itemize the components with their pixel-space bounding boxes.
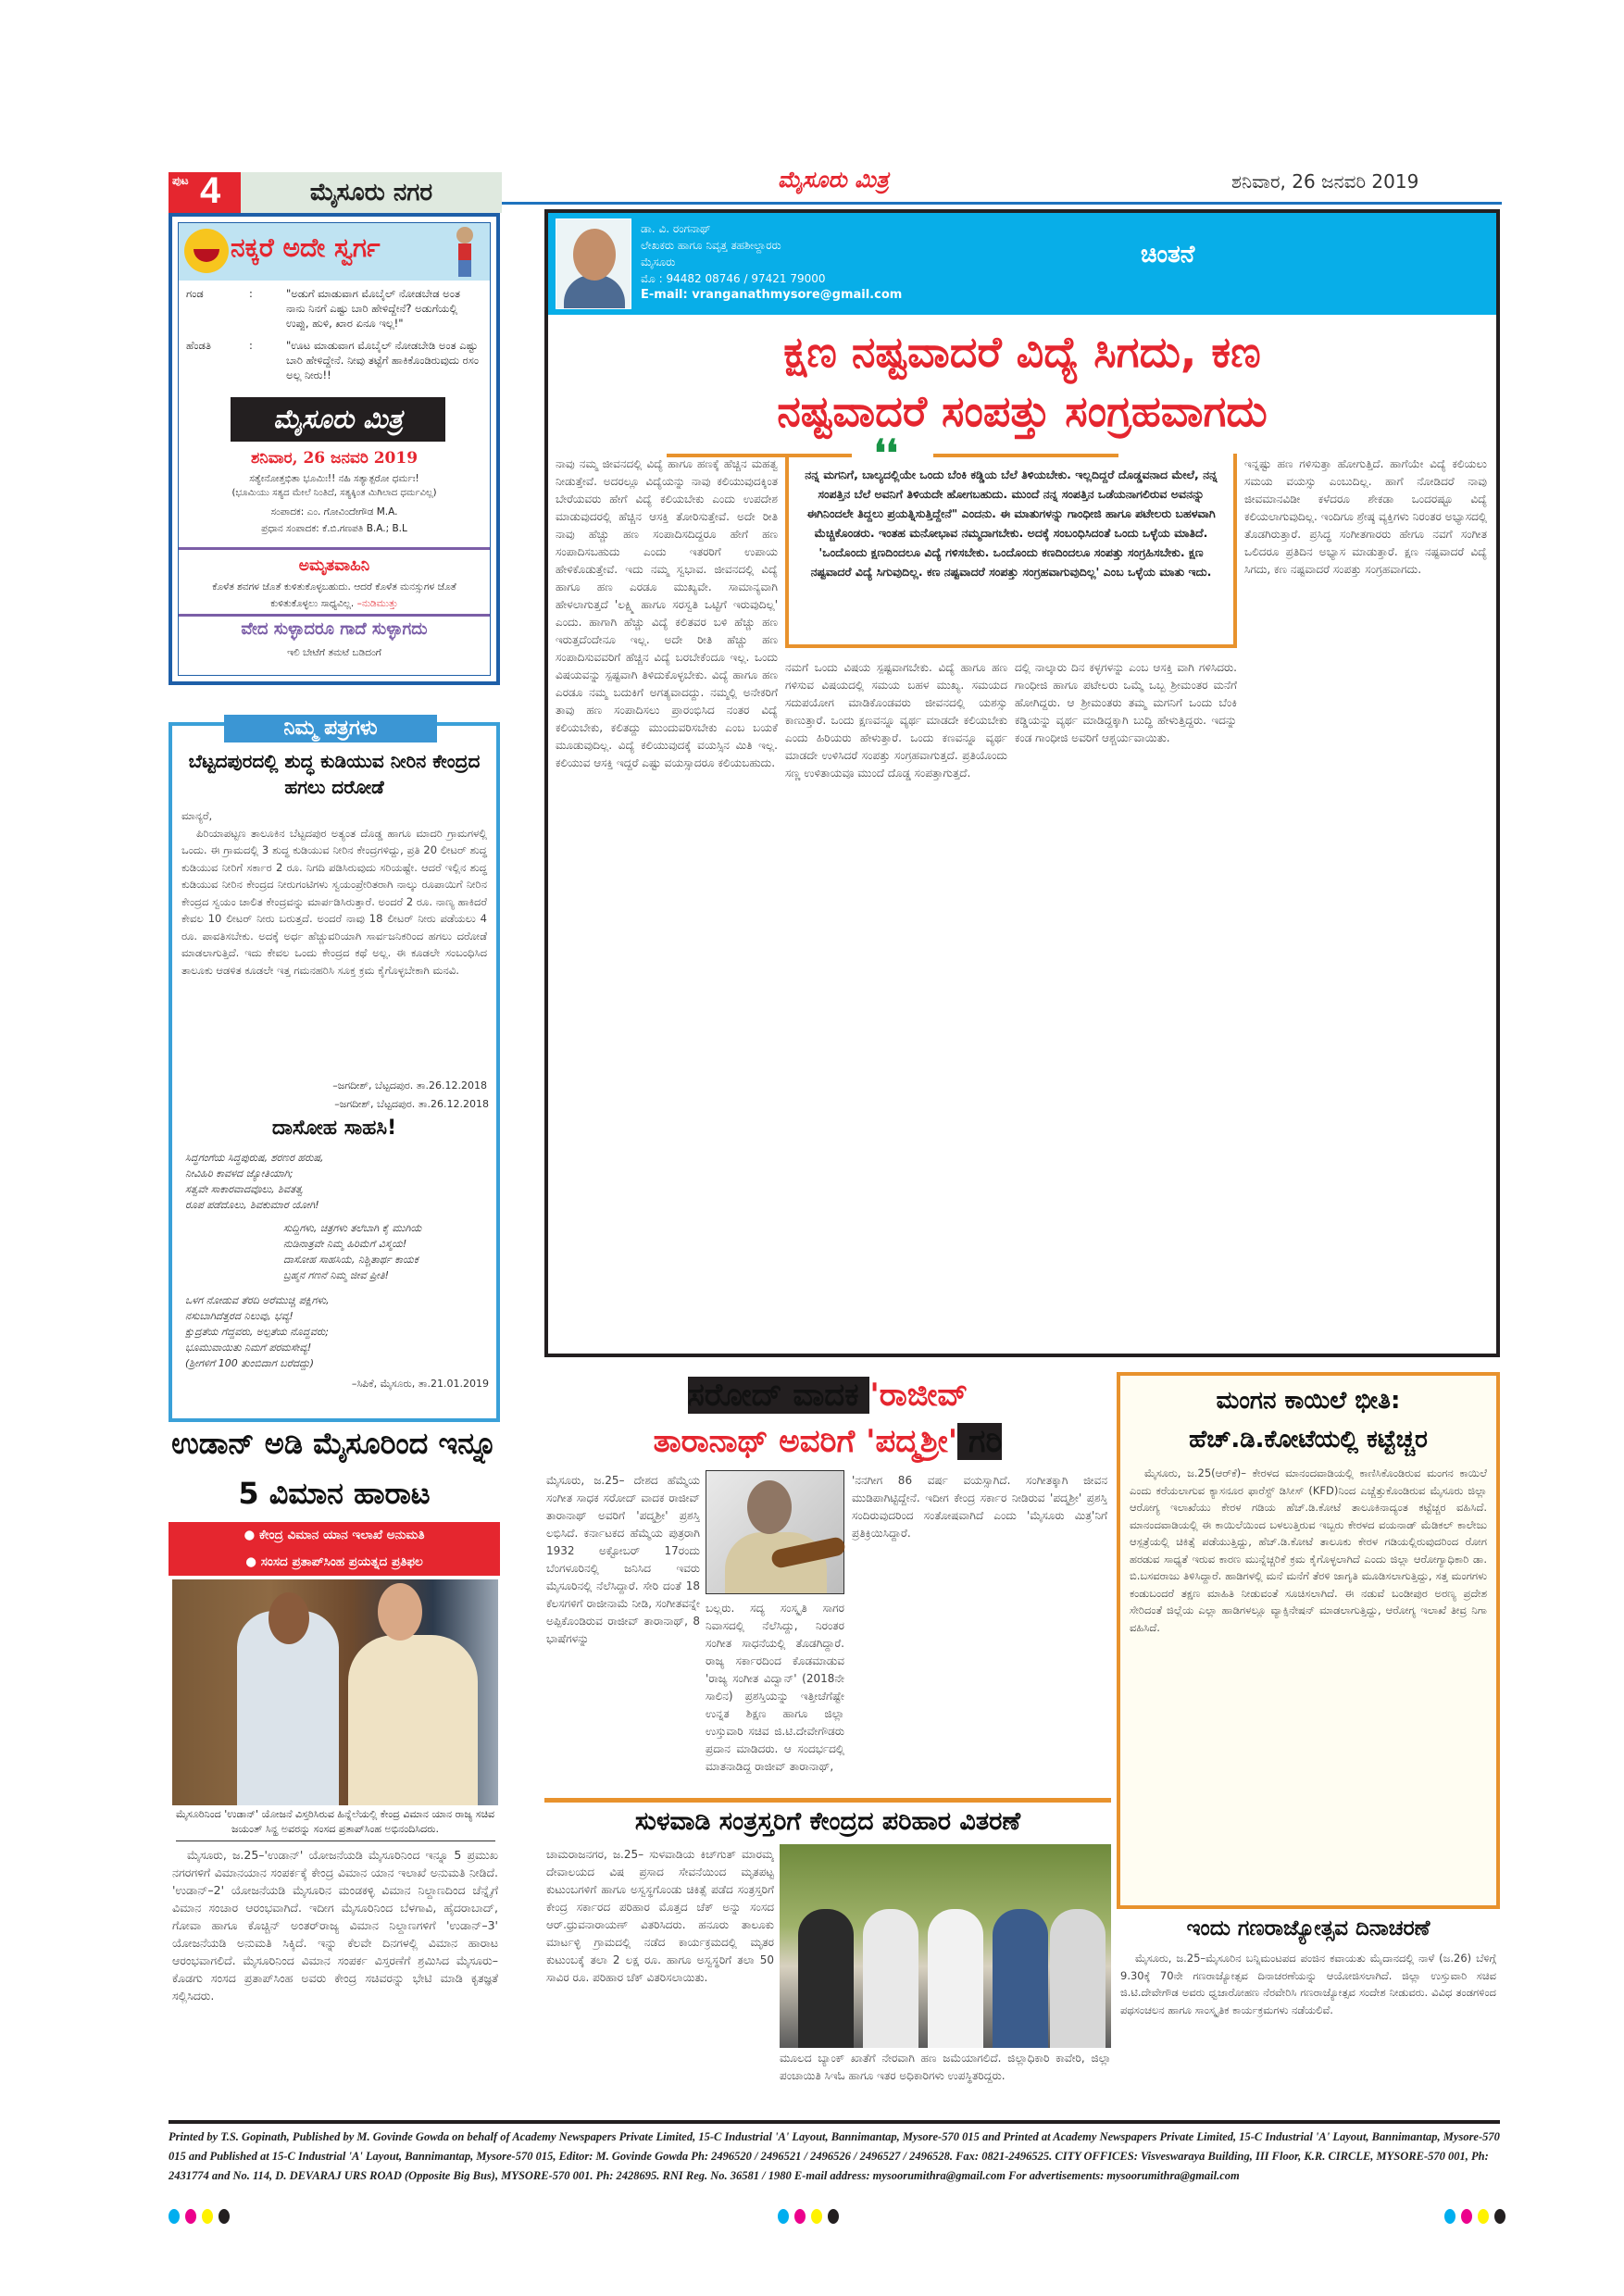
letter2-container (172, 1094, 496, 1463)
opinion-column-1: ನಾವು ನಮ್ಮ ಜೀವನದಲ್ಲಿ ವಿದ್ಯೆ ಹಾಗೂ ಹಣಕ್ಕೆ ಹೆಚ್ಚಿನ ಮಹತ್ವ ನೀಡುತ್ತೇವೆ. ಅದರಲ್ಲೂ ವಿದ್ಯೆಯನ್ನು ನಾವು ಕಲಿಯುವುದಕ್ಕಿಂತ ಬೇರೆಯವರು ಹೇಗೆ ವಿದ್ಯೆ ಕಲಿಯಬೇಕು ಎಂದು ಉಪದೇಶ ಮಾಡುವುದರಲ್ಲಿ ಹೆಚ್ಚಿನ ಆಸಕ್ತಿ ತೋರಿಸುತ್ತೇವೆ. ಅದೇ ರೀತಿ ನಾವು ಹೆಚ್ಚು ಹಣ ಸಂಪಾದಿಸದಿದ್ದರೂ ಹೇಗೆ ಹಣ ಸಂಪಾದಿಸಬಹುದು ಎಂದು ಇತರರಿಗೆ ಉಪಾಯ ಹೇಳಿಕೊಡುತ್ತೇವೆ. ಇದು ನಮ್ಮ ಸ್ವಭಾವ. ಜೀವನದಲ್ಲಿ ವಿದ್ಯೆ ಹಾಗೂ ಹಣ ಎರಡೂ ಮುಖ್ಯವೇ. ಸಾಮಾನ್ಯವಾಗಿ ಹೇಳಲಾಗುತ್ತದೆ 'ಲಕ್ಷ್ಮಿ ಹಾಗೂ ಸರಸ್ವತಿ ಒಟ್ಟಿಗೆ ಇರುವುದಿಲ್ಲ' ಎಂದು. ಹಾಗಾಗಿ ಹೆಚ್ಚು ವಿದ್ಯೆ ಕಲಿತವರ ಬಳಿ ಹೆಚ್ಚು ಹಣ ಇರುತ್ತದೆಂದೇನೂ ಇಲ್ಲ. ಅದೇ ರೀತಿ ಹೆಚ್ಚು ಹಣ ಸಂಪಾದಿಸುವವರಿಗೆ ಹೆಚ್ಚಿನ ವಿದ್ಯೆ ಬರಬೇಕೆಂದೂ ಇಲ್ಲ. ಒಂದು ವಿಷಯವನ್ನು ಸ್ಪಷ್ಟವಾಗಿ ತಿಳಿದುಕೊಳ್ಳಬೇಕು. ವಿದ್ಯೆ ಹಾಗೂ ಹಣ ಎರಡೂ ನಮ್ಮ ಬದುಕಿಗೆ ಅಗತ್ಯವಾದದ್ದು. ನಮ್ಮಲ್ಲಿ ಅನೇಕರಿಗೆ ತಾವು ಹಣ ಸಂಪಾದಿಸಲು ಪ್ರಾರಂಭಿಸಿದ ನಂತರ ವಿದ್ಯೆ ಕಲಿಯಬೇಕು, ಕಲಿತದ್ದು ಮುಂದುವರಿಸಬೇಕು ಎಂಬ ಬಯಕೆ ಮೂಡುವುದಿಲ್ಲ. ವಿದ್ಯೆ ಕಲಿಯುವುದಕ್ಕೆ ವಯಸ್ಸಿನ ಮಿತಿ ಇಲ್ಲ. ಕಲಿಯುವ ಆಸಕ್ತಿ ಇದ್ದರೆ ಎಷ್ಟು ವಯಸ್ಸಾದರೂ ಕಲಿಯಬಹುದು. (556, 457, 778, 769)
author-city: ಮೈಸೂರು (641, 256, 676, 268)
joke-separator: : (249, 339, 253, 352)
author-bar (548, 213, 1496, 315)
author-phone: ಮೊ : 94482 08746 / 97421 79000 (641, 272, 826, 285)
republic-day-headline: ಇಂದು ಗಣರಾಜ್ಯೋತ್ಸವ ದಿನಾಚರಣೆ (1186, 1916, 1430, 1940)
motto: ಸತ್ಯೇನೋತ್ತಭಿತಾ ಭೂಮಿಃ!! ನಹಿ ಸತ್ಯಾತ್ಪರೋ ಧರ್ಮಃ! (249, 473, 419, 484)
letter-headline: ಬೆಟ್ಟದಪುರದಲ್ಲಿ ಶುದ್ಧ ಕುಡಿಯುವ ನೀರಿನ ಕೇಂದ್ರದ ಹಗಲು ದರೋಡೆ (188, 750, 481, 798)
headline-part: ಗರಿ (957, 1423, 1003, 1460)
joke-speaker: ಗಂಡ (186, 287, 204, 300)
headline-line: ಕ್ಷಣ ನಷ್ಟವಾದರೆ ವಿದ್ಯೆ ಸಿಗದು, ಕಣ (783, 327, 1261, 377)
poem-line: ದಾಸೋಹ ಸಾಹಸಿಯೆ, ನಿಶ್ಚಿತಾರ್ಥ ಕಾಯಕ (283, 1254, 418, 1266)
poem-line: ನೀವಿಹಿರಿ ಕಾವಳದ ಜ್ಯೋತಿಯಾಗಿ; (185, 1167, 294, 1179)
joke-title: ನಕ್ಕರೆ ಅದೇ ಸ್ವರ್ಗ (231, 232, 381, 263)
poem-line: ನುಡಿನಾತ್ರವೇ ನಿಮ್ಮ ಹಿರಿಮೆಗೆ ವಿಸ್ಮಯ! (283, 1238, 407, 1250)
poem-line: ರೂಪ ಪಡೆದೊಲು, ಶಿವಕುಮಾರ ಯೋಗಿ! (185, 1199, 319, 1211)
chief-editor-line: ಪ್ರಧಾನ ಸಂಪಾದಕ: ಕೆ.ಬಿ.ಗಣಪತಿ B.A.; B.L (261, 523, 407, 534)
joke-banner (179, 223, 490, 281)
proverb-title: ವೇದ ಸುಳ್ಳಾದರೂ ಗಾದೆ ಸುಳ್ಳಾಗದು (241, 619, 428, 639)
laughing-face-icon (184, 229, 229, 273)
header-divider (502, 202, 1502, 205)
editor-line: ಸಂಪಾದಕ: ಎಂ. ಗೋವಿಂದೇಗೌಡ M.A. (270, 506, 398, 518)
pull-quote-text: ನನ್ನ ಮಗನಿಗೆ, ಬಾಲ್ಯದಲ್ಲಿಯೇ ಒಂದು ಬೆಂಕಿ ಕಡ್ಡಿಯ ಬೆಲೆ ತಿಳಿಯಬೇಕು. ಇಲ್ಲದಿದ್ದರೆ ದೊಡ್ಡವನಾದ ಮೇಲೆ, ನನ್ನ ಸಂಪತ್ತಿನ ಬೆಲೆ ಅವನಿಗೆ ತಿಳಿಯದೇ ಹೋಗಬಹುದು. ಮುಂದೆ ನನ್ನ ಸಂಪತ್ತಿನ ಒಡೆಯನಾಗಲಿರುವ ಅವನನ್ನು ಈಗಿನಿಂದಲೇ ತಿದ್ದಲು ಪ್ರಯತ್ನಿಸುತ್ತಿದ್ದೇನೆ" ಎಂದನು. ಈ ಮಾತುಗಳನ್ನು ಗಾಂಧೀಜಿ ಹಾಗೂ ಪಟೇಲರು ಬಹಳವಾಗಿ ಮೆಚ್ಚಿಕೊಂಡರು. ಇಂತಹ ಮನೋಭಾವ ನಮ್ಮದಾಗಬೇಕು. ಅದಕ್ಕೆ ಸಂಬಂಧಿಸಿದಂತೆ ಒಂದು ಒಳ್ಳೆಯ ಮಾತಿದೆ. 'ಒಂದೊಂದು ಕ್ಷಣದಿಂದಲೂ ವಿದ್ಯೆ ಗಳಿಸಬೇಕು. ಒಂದೊಂದು ಕಣದಿಂದಲೂ ಸಂಪತ್ತು ಸಂಗ್ರಹಿಸಬೇಕು. ಕ್ಷಣ ನಷ್ಟವಾದರೆ ವಿದ್ಯೆ ಸಿಗುವುದಿಲ್ಲ. ಕಣ ನಷ್ಟವಾದರೆ ಸಂಪತ್ತು ಸಂಗ್ರಹವಾಗುವುದಿಲ್ಲ' ಎಂಬ ಒಳ್ಳೆಯ ಮಾತು ಇದು. (805, 468, 1218, 579)
headline-line: ಹೆಚ್.ಡಿ.ಕೋಟೆಯಲ್ಲಿ ಕಟ್ಟೆಚ್ಚರ (1189, 1426, 1428, 1454)
republic-day-body: ಮೈಸೂರು, ಜ.25–ಮೈಸೂರಿನ ಬನ್ನಿಮಂಟಪದ ಪಂಜಿನ ಕವಾಯತು ಮೈದಾನದಲ್ಲಿ ನಾಳೆ (ಜ.26) ಬೆಳಿಗ್ಗೆ 9.30ಕ್ಕೆ 70ನೇ ಗಣರಾಜ್ಯೋತ್ಸವ ದಿನಾಚರಣೆಯನ್ನು ಆಯೋಜಿಸಲಾಗಿದೆ. ಜಿಲ್ಲಾ ಉಸ್ತುವಾರಿ ಸಚಿವ ಜಿ.ಟಿ.ದೇವೇಗೌಡ ಅವರು ಧ್ವಜಾರೋಹಣ ನೆರವೇರಿಸಿ ಗಣರಾಜ್ಯೋತ್ಸವ ಸಂದೇಶ ನೀಡುವರು. ವಿವಿಧ ತಂಡಗಳಿಂದ ಪಥಸಂಚಲನ ಹಾಗೂ ಸಾಂಸ್ಕೃತಿಕ ಕಾರ್ಯಕ್ರಮಗಳು ನಡೆಯಲಿವೆ. (1120, 1952, 1496, 2016)
poem-line: ಒಳಗ ನೋಡುವ ತೆರದಿ ಅರೆಮುಚ್ಚಿ ಪಕ್ಷಿಗಳು, (185, 1294, 330, 1306)
opinion-column-4: ಇನ್ನಷ್ಟು ಹಣ ಗಳಿಸುತ್ತಾ ಹೋಗುತ್ತಿದೆ. ಹಾಗೆಯೇ ವಿದ್ಯೆ ಕಲಿಯಲು ಸಮಯ ವಯಸ್ಸು ಎಂಬುದಿಲ್ಲ. ಹಾಗೆ ನೋಡಿದರೆ ನಾವು ಜೀವಮಾನವಿಡೀ ಕಳೆದರೂ ಶೇಕಡಾ ಒಂದರಷ್ಟೂ ವಿದ್ಯೆ ಕಲಿಯಲಾಗುವುದಿಲ್ಲ. ಇಂದಿಗೂ ಶ್ರೇಷ್ಠ ವ್ಯಕ್ತಿಗಳು ನಿರಂತರ ಅಭ್ಯಾಸದಲ್ಲಿ ತೊಡಗಿರುತ್ತಾರೆ. ಪ್ರಸಿದ್ಧ ಸಂಗೀತಗಾರರು ಹೇಗೂ ನವಗೆ ಸಂಗೀತ ಒಲಿದರೂ ಪ್ರತಿದಿನ ಅಭ್ಯಾಸ ಮಾಡುತ್ತಾರೆ. ಕ್ಷಣ ನಷ್ಟವಾದರೆ ವಿದ್ಯೆ ಸಿಗದು, ಕಣ ನಷ್ಟವಾದರೆ ಸಂಪತ್ತು ಸಂಗ್ರಹವಾಗದು. (1244, 457, 1487, 576)
udaan-photo (172, 1579, 498, 1805)
dancing-figure-icon (445, 227, 482, 279)
poem-line: (ಶ್ರೀಗಳಿಗೆ 100 ತುಂಬಿದಾಗ ಬರೆದದ್ದು) (185, 1357, 315, 1369)
registration-marks (1444, 2209, 1505, 2224)
author-title: ಲೇಖಕರು ಹಾಗೂ ನಿವೃತ್ತ ತಹಶೀಲ್ದಾರರು (641, 239, 781, 252)
masthead-box (169, 213, 500, 685)
sulwadi-body: ಚಾಮರಾಜನಗರ, ಜ.25– ಸುಳವಾಡಿಯ ಕಿಚ್‌ಗುತ್ ಮಾರಮ್ಮ ದೇವಾಲಯದ ವಿಷ ಪ್ರಸಾದ ಸೇವನೆಯಿಂದ ಮೃತಪಟ್ಟ ಕುಟುಂಬಗಳಿಗೆ ಹಾಗೂ ಅಸ್ವಸ್ಥಗೊಂಡು ಚಿಕಿತ್ಸೆ ಪಡೆದ ಸಂತ್ರಸ್ತರಿಗೆ ಕೇಂದ್ರ ಸರ್ಕಾರದ ಪರಿಹಾರ ಮೊತ್ತದ ಚೆಕ್ ಅನ್ನು ಸಂಸದ ಆರ್.ಧ್ರುವನಾರಾಯಣ್ ವಿತರಿಸಿದರು. ಹನೂರು ತಾಲೂಕು ಮಾರ್ಟಳ್ಳಿ ಗ್ರಾಮದಲ್ಲಿ ನಡೆದ ಕಾರ್ಯಕ್ರಮದಲ್ಲಿ ಮೃತರ ಕುಟುಂಬಕ್ಕೆ ತಲಾ 2 ಲಕ್ಷ ರೂ. ಹಾಗೂ ಅಸ್ವಸ್ಥರಿಗೆ ತಲಾ 50 ಸಾವಿರ ರೂ. ಪರಿಹಾರ ಚೆಕ್ ವಿತರಿಸಲಾಯಿತು. (546, 1848, 774, 1984)
joke-line (186, 286, 481, 331)
headline-part: ಸರೋದ್ ವಾದಕ (687, 1377, 870, 1414)
poem-line: ಕ್ಷುದ್ರತೆಯ ಗೆದ್ದವರು, ಅಲ್ಪತೆಯ ನೊದ್ದವರು; (185, 1326, 329, 1338)
poem-stanza (185, 1292, 330, 1371)
poem-line: ಸುದ್ದಿಗಳು, ಚಿತ್ರಗಳು ತಲೆಬಾಗಿ ಕೈ ಮುಗಿಯೆ (283, 1222, 422, 1234)
kfd-article (1117, 1372, 1500, 1909)
amrutavahini-quote: ಕೊಳೆತ ಶವಗಳ ಜೊತೆ ಕುಳಿತುಕೊಳ್ಳಬಹುದು. ಆದರೆ ಕೊಳೆತ ಮನಸ್ಸುಗಳ ಜೊತೆ ಕುಳಿತುಕೊಳ್ಳಲು ಸಾಧ್ಯವಿಲ್ಲ. (212, 581, 456, 609)
letter-salutation: ಮಾನ್ಯರೆ, (181, 809, 213, 822)
udaan-subheads (169, 1522, 500, 1576)
masthead-date: ಶನಿವಾರ, 26 ಜನವರಿ 2019 (250, 449, 418, 468)
masthead-logo: ಮೈಸೂರು ಮಿತ್ರ (778, 167, 889, 193)
headline-line: ನಷ್ಟವಾದರೆ ಸಂಪತ್ತು ಸಂಗ್ರಹವಾಗದು (777, 386, 1268, 436)
padmashri-column-1: ಮೈಸೂರು, ಜ.25– ದೇಶದ ಹೆಮ್ಮೆಯ ಸಂಗೀತ ಸಾಧಕ ಸರೋದ್ ವಾದಕ ರಾಜೀವ್ ತಾರಾನಾಥ್ ಅವರಿಗೆ 'ಪದ್ಮಶ್ರೀ' ಪ್ರಶಸ್ತಿ ಲಭಿಸಿದೆ. ಕರ್ನಾಟಕದ ಹೆಮ್ಮೆಯ ಪುತ್ರರಾಗಿ 1932 ಅಕ್ಟೋಬರ್ 17ರಂದು ಬೆಂಗಳೂರಿನಲ್ಲಿ ಜನಿಸಿದ ಇವರು ಮೈಸೂರಿನಲ್ಲಿ ನೆಲೆಸಿದ್ದಾರೆ. ಸೇರಿ ದಂತೆ 18 ಕೆಲಸಗಳಿಗೆ ರಾಜೀನಾಮೆ ನೀಡಿ, ಸಂಗೀತವನ್ನೇ ಅಪ್ಪಿಕೊಂಡಿರುವ ರಾಜೀವ್ ತಾರಾನಾಥ್, 8 ಭಾಷೆಗಳನ್ನು (546, 1474, 700, 1645)
poem-line: ಭೂಮುವಾಯಿತು ನಿಮಗೆ ಪರಮಸೇವ್ಯ! (185, 1341, 312, 1354)
udaan-headline: ಉಡಾನ್ ಅಡಿ ಮೈಸೂರಿಂದ ಇನ್ನೂ 5 ವಿಮಾನ ಹಾರಾಟ (171, 1426, 497, 1511)
footer-divider (169, 2120, 1500, 2124)
headline-part: ತಾರಾನಾಥ್ ಅವರಿಗೆ 'ಪದ್ಮಶ್ರೀ' (653, 1423, 958, 1460)
divider (179, 614, 490, 617)
amrutavahini-text (179, 579, 490, 612)
headline-part: 'ರಾಜೀವ್ (869, 1377, 968, 1414)
sulwadi-caption: ಮೂಲದ ಬ್ಯಾಂಕ್ ಖಾತೆಗೆ ನೇರವಾಗಿ ಹಣ ಜಮೆಯಾಗಲಿದೆ. ಜಿಲ್ಲಾಧಿಕಾರಿ ಕಾವೇರಿ, ಜಿಲ್ಲಾ ಪಂಚಾಯಿತಿ ಸಿಇಓ ಹಾಗೂ ಇತರ ಅಧಿಕಾರಿಗಳು ಉಪಸ್ಥಿತರಿದ್ದರು. (780, 2052, 1111, 2082)
subhead-text: ಸಂಸದ ಪ್ರತಾಪ್‌ಸಿಂಹ ಪ್ರಯತ್ನದ ಪ್ರತಿಫಲ (260, 1554, 423, 1569)
joke-separator: : (249, 287, 253, 300)
page-number: 4 (200, 170, 221, 211)
padmashri-column-2: ಬಲ್ಲರು. ಸದ್ಯ ಸಂಸ್ಕೃತಿ ಸಾಗರ ನಿವಾಸದಲ್ಲಿ ನೆಲೆಸಿದ್ದು, ನಿರಂತರ ಸಂಗೀತ ಸಾಧನೆಯಲ್ಲಿ ತೊಡಗಿದ್ದಾರೆ. ರಾಜ್ಯ ಸರ್ಕಾರದಿಂದ ಕೊಡಮಾಡುವ 'ರಾಜ್ಯ ಸಂಗೀತ ವಿದ್ವಾನ್' (2018ನೇ ಸಾಲಿನ) ಪ್ರಶಸ್ತಿಯನ್ನು ಇತ್ತೀಚೆಗೆಷ್ಟೇ ಉನ್ನತ ಶಿಕ್ಷಣ ಹಾಗೂ ಜಿಲ್ಲಾ ಉಸ್ತುವಾರಿ ಸಚಿವ ಜಿ.ಟಿ.ದೇವೇಗೌಡರು ಪ್ರದಾನ ಮಾಡಿದರು. ಆ ಸಂದರ್ಭದಲ್ಲಿ ಮಾತನಾಡಿದ್ದ ರಾಜೀವ್ ತಾರಾನಾಥ್, (706, 1602, 844, 1773)
amrutavahini-title: ಅಮೃತವಾಹಿನಿ (298, 556, 370, 575)
letters-banner: ನಿಮ್ಮ ಪತ್ರಗಳು (224, 715, 437, 742)
poem-line: ಸಿದ್ಧಗಂಗೆಯ ಸಿದ್ಧಪುರುಷ, ಶರಣರ ಹರುಷ, (185, 1152, 324, 1164)
section-title: ಮೈಸೂರು ನಗರ (241, 172, 502, 213)
motto-translation: (ಭೂಮಿಯು ಸತ್ಯದ ಮೇಲೆ ನಿಂತಿದೆ, ಸತ್ಯಕ್ಕಿಂತ ಮಿಗಿಲಾದ ಧರ್ಮವಿಲ್ಲ) (231, 488, 437, 498)
page-label: ಪುಟ (172, 174, 189, 187)
letter-signature: –ಜಗದೀಶ್, ಬೆಟ್ಟದಪುರ. ತಾ.26.12.2018 (332, 1079, 487, 1092)
udaan-photo-caption: ಮೈಸೂರಿನಿಂದ 'ಉಡಾನ್' ಯೋಜನೆ ವಿಸ್ತರಿಸಿರುವ ಹಿನ್ನೆಲೆಯಲ್ಲಿ ಕೇಂದ್ರ ವಿಮಾನ ಯಾನ ರಾಜ್ಯ ಸಚಿವ ಜಯಂತ್ ಸಿನ್ಹ ಅವರನ್ನು ಸಂಸದ ಪ್ರತಾಪ್‌ಸಿಂಹ ಅಭಿನಂದಿಸಿದರು. (175, 1808, 495, 1835)
opinion-column-3: ದಲ್ಲಿ ನಾಲ್ಕಾರು ದಿನ ಕಳ್ಳಗಳನ್ನು ಎಂಬ ಆಸಕ್ತಿ ವಾಗಿ ಗಳಿಸಿದರು. ಗಾಂಧೀಜಿ ಹಾಗೂ ಪಟೇಲರು ಒಮ್ಮೆ ಒಬ್ಬ ಶ್ರೀಮಂತರ ಮನೆಗೆ ಹೋಗಿದ್ದರು. ಆ ಶ್ರೀಮಂತರು ತಮ್ಮ ಮಗನಿಗೆ ಒಂದು ಬೆಂಕಿ ಕಡ್ಡಿಯನ್ನು ವ್ಯರ್ಥ ಮಾಡಿದ್ದಕ್ಕಾಗಿ ಬುದ್ಧಿ ಹೇಳುತ್ತಿದ್ದರು. ಇದನ್ನು ಕಂಡ ಗಾಂಧೀಜಿ ಅವರಿಗೆ ಆಶ್ಚರ್ಯವಾಯಿತು. (1015, 661, 1237, 744)
author-name: ಡಾ. ವಿ. ರಂಗನಾಥ್ (641, 222, 711, 235)
amrutavahini-author: –ನುಡಿಮುತ್ತು (356, 598, 398, 609)
sulwadi-headline: ಸುಳವಾಡಿ ಸಂತ್ರಸ್ತರಿಗೆ ಕೇಂದ್ರದ ಪರಿಹಾರ ವಿತರಣೆ (634, 1807, 1021, 1836)
registration-marks (778, 2209, 839, 2224)
registration-marks (169, 2209, 230, 2224)
headline-line: ಮಂಗನ ಕಾಯಿಲೆ ಭೀತಿ: (1216, 1387, 1401, 1415)
quote-mark-icon: ❛❛ (874, 431, 898, 475)
kfd-body: ಮೈಸೂರು, ಜ.25(ಆರ್‌ಕೆ)– ಕೇರಳದ ಮಾನಂದವಾಡಿಯಲ್ಲಿ ಕಾಣಿಸಿಕೊಂಡಿರುವ ಮಂಗನ ಕಾಯಿಲೆ ಎಂದು ಕರೆಯಲಾಗುವ ಕ್ಯಾಸನೂರ ಫಾರೆಸ್ಟ್ ಡಿಸೀಸ್ (KFD)ನಿಂದ ಎಚ್ಚೆತ್ತುಕೊಂಡಿರುವ ಮೈಸೂರು ಜಿಲ್ಲಾ ಆರೋಗ್ಯ ಇಲಾಖೆಯು ಕೇರಳ ಗಡಿಯ ಹೆಚ್.ಡಿ.ಕೋಟೆ ತಾಲೂಕಿನಾದ್ಯಂತ ಕಟ್ಟೆಚ್ಚರ ವಹಿಸಿದೆ. ಮಾನಂದವಾಡಿಯಲ್ಲಿ ಈ ಕಾಯಿಲೆಯಿಂದ ಬಳಲುತ್ತಿರುವ ಇಬ್ಬರು ಕೇರಳದ ವಯನಾಡ್ ಮೆಡಿಕಲ್ ಕಾಲೇಜು ಆಸ್ಪತ್ರೆಯಲ್ಲಿ ಚಿಕಿತ್ಸೆ ಪಡೆಯುತ್ತಿದ್ದು, ಹೆಚ್.ಡಿ.ಕೋಟೆ ತಾಲೂಕು ಕೇರಳ ಗಡಿಯಲ್ಲಿರುವುದರಿಂದ ರೋಗ ಹರಡುವ ಸಾಧ್ಯತೆ ಇರುವ ಕಾರಣ ಮುನ್ನೆಚ್ಚರಿಕೆ ಕ್ರಮ ಕೈಗೊಳ್ಳಲಾಗಿದೆ ಎಂದು ಜಿಲ್ಲಾ ಆರೋಗ್ಯಾಧಿಕಾರಿ ಡಾ. ಬಿ.ಬಸವರಾಜು ತಿಳಿಸಿದ್ದಾರೆ. ಹಾಡಿಗಳಲ್ಲಿ ಮನೆ ಮನೆಗೆ ತೆರಳಿ ಜಾಗೃತಿ ಮೂಡಿಸಲಾಗುತ್ತಿದ್ದು, ಸತ್ತ ಮಂಗಗಳು ಕಂಡುಬಂದರೆ ತಕ್ಷಣ ಮಾಹಿತಿ ನೀಡುವಂತೆ ಸೂಚಿಸಲಾಗಿದೆ. ಈ ನಡುವೆ ಬಂಡೀಪುರ ಅರಣ್ಯ ಪ್ರದೇಶ ಸೇರಿದಂತೆ ಜಿಲ್ಲೆಯ ಎಲ್ಲಾ ಹಾಡಿಗಳಲ್ಲೂ ವ್ಯಾಕ್ಸಿನೇಷನ್ ಮಾಡಲಾಗುತ್ತಿದ್ದು, ಆರೋಗ್ಯ ಇಲಾಖೆ ತೀವ್ರ ನಿಗಾ ವಹಿಸಿದೆ. (1130, 1466, 1487, 1634)
column-name: ಚಿಂತನೆ (1141, 241, 1195, 268)
proverb-text: ಇಲಿ ಬೇಟೆಗೆ ತಮಟೆ ಬಡಿದಂಗೆ (287, 647, 381, 658)
letter-signature: –ಜಗದೀಶ್, ಬೆಟ್ಟದಪುರ. ತಾ.26.12.2018 (334, 1098, 489, 1110)
author-info (641, 220, 902, 304)
kfd-headline (1120, 1381, 1496, 1459)
mysooru-mitra-logo: ಮೈಸೂರು ಮಿತ್ರ (231, 397, 445, 442)
poem-stanza (283, 1220, 422, 1283)
poem-line: ನಸುಬಾಗಿದೆತ್ತರದ ನಿಲುವು, ಭವ್ಯ! (185, 1310, 294, 1322)
opinion-article (544, 209, 1500, 1357)
divider (544, 1798, 1111, 1803)
poem-stanza (185, 1150, 323, 1213)
subhead-text: ಕೇಂದ್ರ ವಿಮಾನ ಯಾನ ಇಲಾಖೆ ಅನುಮತಿ (258, 1528, 425, 1542)
joke-text: "ಅಡುಗೆ ಮಾಡುವಾಗ ಮೊಬೈಲ್ ನೋಡಬೇಡ ಅಂತ ನಾನು ನಿನಗೆ ಎಷ್ಟು ಬಾರಿ ಹೇಳಿದ್ದೇನೆ? ಅಡುಗೆಯಲ್ಲಿ ಉಪ್ಪು, ಹುಳಿ, ಖಾರ ಏನೂ ಇಲ್ಲ!" (286, 287, 460, 330)
sulwadi-photo (780, 1844, 1111, 2048)
opinion-headline (548, 322, 1496, 441)
subhead-bullet: ● ಸಂಸದ ಪ್ರತಾಪ್‌ಸಿಂಹ ಪ್ರಯತ್ನದ ಪ್ರತಿಫಲ (245, 1554, 423, 1569)
letter-body (181, 807, 487, 979)
author-email[interactable]: E-mail: vranganathmysore@gmail.com (641, 288, 903, 302)
udaan-body: ಮೈಸೂರು, ಜ.25–'ಉಡಾನ್' ಯೋಜನೆಯಡಿ ಮೈಸೂರಿನಿಂದ ಇನ್ನೂ 5 ಪ್ರಮುಖ ನಗರಗಳಿಗೆ ವಿಮಾನಯಾನ ಸಂಪರ್ಕಕ್ಕೆ ಕೇಂದ್ರ ವಿಮಾನ ಯಾನ ಇಲಾಖೆ ಅನುಮತಿ ನೀಡಿದೆ. 'ಉಡಾನ್–2' ಯೋಜನೆಯಡಿ ಮೈಸೂರಿನ ಮಂಡಕಳ್ಳಿ ವಿಮಾನ ನಿಲ್ದಾಣದಿಂದ ಚೆನ್ನೈಗೆ ವಿಮಾನ ಸಂಚಾರ ಆರಂಭವಾಗಿದೆ. ಇದೀಗ ಮೈಸೂರಿನಿಂದ ಬೆಳಗಾವಿ, ಹೈದರಾಬಾದ್, ಗೋವಾ ಹಾಗೂ ಕೊಚ್ಚಿನ್ ಅಂತರ್‌ರಾಜ್ಯ ವಿಮಾನ ನಿಲ್ದಾಣಗಳಿಗೆ 'ಉಡಾನ್–3' ಯೋಜನೆಯಡಿ ಅನುಮತಿ ಸಿಕ್ಕಿದೆ. ಇನ್ನು ಕೆಲವೇ ದಿನಗಳಲ್ಲಿ ವಿಮಾನ ಹಾರಾಟ ಆರಂಭವಾಗಲಿದೆ. ಮೈಸೂರಿನಿಂದ ವಿಮಾನ ಸಂಪರ್ಕ ವಿಸ್ತರಣೆಗೆ ಶ್ರಮಿಸಿದ ಮೈಸೂರು–ಕೊಡಗು ಸಂಸದ ಪ್ರತಾಪ್‌ಸಿಂಹ ಅವರು ಕೇಂದ್ರ ಸಚಿವರನ್ನು ಭೇಟಿ ಮಾಡಿ ಕೃತಜ್ಞತೆ ಸಲ್ಲಿಸಿದರು. (172, 1848, 498, 2003)
page-number-badge (169, 172, 241, 213)
subhead-bullet: ● ಕೇಂದ್ರ ವಿಮಾನ ಯಾನ ಇಲಾಖೆ ಅನುಮತಿ (244, 1528, 425, 1542)
joke-speaker: ಹೆಂಡತಿ (186, 339, 211, 352)
joke-text: "ಊಟ ಮಾಡುವಾಗ ಮೊಬೈಲ್ ನೋಡಬೇಡಿ ಅಂತ ಎಷ್ಟು ಬಾರಿ ಹೇಳಿದ್ದೇನೆ. ನೀವು ತಟ್ಟೆಗೆ ಹಾಕಿಕೊಂಡಿರುವುದು ರಸಂ ಅಲ್ಲ ನೀರು!! (286, 339, 479, 381)
letter-signature: –ಸಿಪಿಕೆ, ಮೈಸೂರು, ತಾ.21.01.2019 (351, 1378, 489, 1390)
letter2-headline: ದಾಸೋಹ ಸಾಹಸಿ! (271, 1117, 397, 1140)
rajeev-taranath-photo (706, 1470, 844, 1594)
header-date: ಶನಿವಾರ, 26 ಜನವರಿ 2019 (1231, 170, 1419, 193)
author-photo (556, 218, 631, 309)
printer-imprint: Printed by T.S. Gopinath, Published by M. Govinde Gowda on behalf of Academy Newspapers Private Limited, 15-C Industrial 'A' Layout, Bannimantap, Mysore-570 015 and Printed at Academy Newspapers Private Limited, 15-C Industrial 'A' Layout, Bannimantap, Mysore-570 015 and Published at 15-C Industrial 'A' Layout, Bannimantap, Mysore-570 015, Editor: M. Govinde Gowda Ph: 2496520 / 2496521 / 2496526 / 2496527 / 2496528. Fax: 0821-2496525. CITY OFFICES: Visveswaraya Building, III Floor, K.R. CIRCLE, MYSORE-570 001, Ph: 2431774 and No. 114, D. DEVARAJ URS ROAD (Opposite Big Bus), MYSORE-570 001. Ph: 2428695. RNI Reg. No. 36581 / 1980 E-mail address: mysoorumithra@gmail.com For advertisements: mysoorumithra@gmail.com (169, 2130, 1500, 2182)
padmashri-headline (544, 1372, 1111, 1465)
opinion-column-2: ನಮಗೆ ಒಂದು ವಿಷಯ ಸ್ಪಷ್ಟವಾಗಬೇಕು. ವಿದ್ಯೆ ಹಾಗೂ ಹಣ ಗಳಿಸುವ ವಿಷಯದಲ್ಲಿ ಸಮಯ ಬಹಳ ಮುಖ್ಯ. ಸಮಯದ ಸದುಪಯೋಗ ಮಾಡಿಕೊಂಡವರು ಜೀವನದಲ್ಲಿ ಯಶಸ್ಸು ಕಾಣುತ್ತಾರೆ. ಒಂದು ಕ್ಷಣವನ್ನೂ ವ್ಯರ್ಥ ಮಾಡದೇ ಕಲಿಯಬೇಕು ಎಂದು ಹಿರಿಯರು ಹೇಳುತ್ತಾರೆ. ಒಂದು ಕಣವನ್ನೂ ವ್ಯರ್ಥ ಮಾಡದೇ ಉಳಿಸಿದರೆ ಸಂಪತ್ತು ಸಂಗ್ರಹವಾಗುತ್ತದೆ. ಪ್ರತಿಯೊಂದು ಸಣ್ಣ ಉಳಿತಾಯವೂ ಮುಂದೆ ದೊಡ್ಡ ಸಂಪತ್ತಾಗುತ್ತದೆ. (785, 661, 1007, 780)
poem-line: ಬ್ರಹ್ಮನ ಗಣನೆ ನಿಮ್ಮ ಜೀವ ಪ್ರೀತಿ! (283, 1269, 390, 1281)
poem-line: ಸತ್ವವೇ ಸಾಕಾರವಾದವೊಲು, ಶಿವತತ್ವ (185, 1183, 303, 1195)
divider (179, 547, 490, 550)
letter-paragraph: ಪಿರಿಯಾಪಟ್ಟಣ ತಾಲೂಕಿನ ಬೆಟ್ಟದಪುರ ಅತ್ಯಂತ ದೊಡ್ಡ ಹಾಗೂ ಮಾದರಿ ಗ್ರಾಮಗಳಲ್ಲಿ ಒಂದು. ಈ ಗ್ರಾಮದಲ್ಲಿ 3 ಶುದ್ಧ ಕುಡಿಯುವ ನೀರಿನ ಕೇಂದ್ರಗಳಿದ್ದು, ಪ್ರತಿ 20 ಲೀಟರ್ ಶುದ್ಧ ಕುಡಿಯುವ ನೀರಿಗೆ ಸರ್ಕಾರ 2 ರೂ. ನಿಗದಿ ಪಡಿಸಿರುವುದು ಸರಿಯಷ್ಟೇ. ಆದರೆ ಇಲ್ಲಿನ ಶುದ್ಧ ಕುಡಿಯುವ ನೀರಿನ ಕೇಂದ್ರದ ನೀರುಗಂಟಿಗಳು ಸ್ವಯಂಪ್ರೇರಿತರಾಗಿ ನಾಲ್ಕು ರೂಪಾಯಿಗೆ ನೀರಿನ ಕೇಂದ್ರದ ಸ್ವಯಂ ಚಾಲಿತ ಕೇಂದ್ರವನ್ನು ಮಾರ್ಪಡಿಸಿರುತ್ತಾರೆ. ಅಂದರೆ 2 ರೂ. ನಾಣ್ಯ ಹಾಕಿದರೆ ಕೇವಲ 10 ಲೀಟರ್ ನೀರು ಬರುತ್ತದೆ. ಅಂದರೆ ನಾವು 18 ಲೀಟರ್ ನೀರು ಪಡೆಯಲು 4 ರೂ. ಪಾವತಿಸಬೇಕು. ಅದಕ್ಕೆ ಅರ್ಧ ಹೆಚ್ಚುವರಿಯಾಗಿ ಸಾರ್ವಜನಿಕರಿಂದ ಹಗಲು ದರೋಡೆ ಮಾಡಲಾಗುತ್ತಿದೆ. ಇದು ಕೇವಲ ಒಂದು ಕೇಂದ್ರದ ಕಥೆ ಅಲ್ಲ. ಈ ಕೂಡಲೇ ಸಂಬಂಧಿಸಿದ ತಾಲೂಕು ಆಡಳಿತ ಕೂಡಲೇ ಇತ್ತ ಗಮನಹರಿಸಿ ಸೂಕ್ತ ಕ್ರಮ ಕೈಗೊಳ್ಳಬೇಕಾಗಿ ಮನವಿ. (181, 826, 487, 977)
masthead-box-inner (178, 222, 491, 676)
joke-line (186, 338, 481, 382)
padmashri-column-3: 'ನನಗೀಗ 86 ವರ್ಷ ವಯಸ್ಸಾಗಿದೆ. ಸಂಗೀತಕ್ಕಾಗಿ ಜೀವನ ಮುಡಿಪಾಗಿಟ್ಟಿದ್ದೇನೆ. ಇದೀಗ ಕೇಂದ್ರ ಸರ್ಕಾರ ನೀಡಿರುವ 'ಪದ್ಮಶ್ರೀ' ಪ್ರಶಸ್ತಿ ಸಂದಿರುವುದರಿಂದ ಸಂತೋಷವಾಗಿದೆ ಎಂದು 'ಮೈಸೂರು ಮಿತ್ರ'ನಿಗೆ ಪ್ರತಿಕ್ರಿಯಿಸಿದ್ದಾರೆ. (852, 1474, 1107, 1540)
pull-quote-box (785, 454, 1237, 648)
